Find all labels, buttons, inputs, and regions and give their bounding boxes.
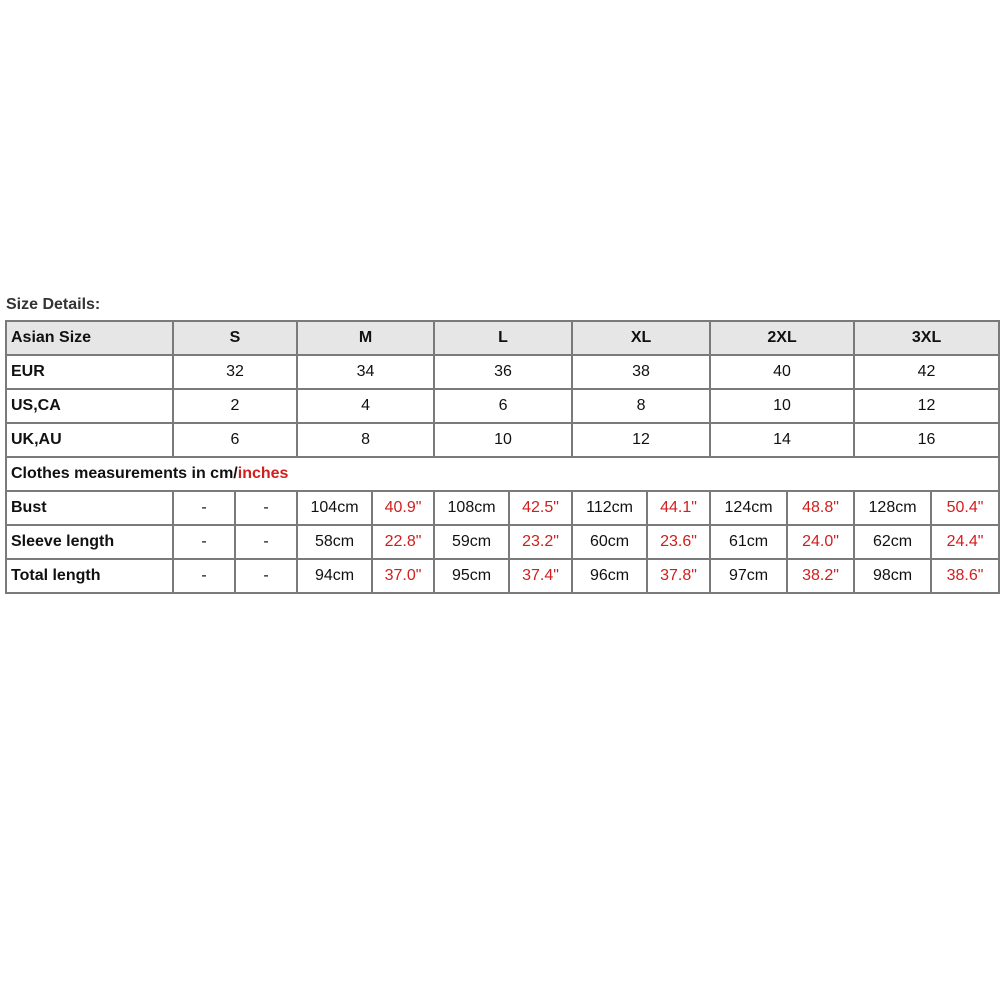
table-cell: 12 [854, 389, 999, 423]
table-cell: 8 [572, 389, 710, 423]
header-row [6, 321, 999, 355]
table-cell: - [173, 491, 235, 525]
table-cell: 38 [572, 355, 710, 389]
table-cell: 16 [854, 423, 999, 457]
table-cell: 12 [572, 423, 710, 457]
inch-cell: 24.4" [931, 525, 999, 559]
table-cell: 10 [434, 423, 572, 457]
section-heading [6, 457, 999, 491]
row-label: Sleeve length [6, 525, 173, 559]
size-header: 3XL [854, 321, 999, 355]
table-row [6, 389, 999, 423]
table-cell: 32 [173, 355, 297, 389]
inch-cell: 24.0" [787, 525, 854, 559]
size-header: XL [572, 321, 710, 355]
table-row [6, 491, 999, 525]
cm-cell: 59cm [434, 525, 509, 559]
table-row [6, 355, 999, 389]
inch-cell: 50.4" [931, 491, 999, 525]
table-cell: - [173, 525, 235, 559]
section-heading-text: Clothes measurements in cm/ [11, 465, 238, 482]
size-header: L [434, 321, 572, 355]
row-label: Bust [6, 491, 173, 525]
cm-cell: 97cm [710, 559, 787, 593]
table-cell: 14 [710, 423, 854, 457]
inch-cell: 38.6" [931, 559, 999, 593]
inch-cell: 22.8" [372, 525, 434, 559]
row-label: US,CA [6, 389, 173, 423]
cm-cell: 61cm [710, 525, 787, 559]
cm-cell: 124cm [710, 491, 787, 525]
table-cell: 6 [173, 423, 297, 457]
table-cell: 2 [173, 389, 297, 423]
inch-cell: 37.0" [372, 559, 434, 593]
size-header: S [173, 321, 297, 355]
cm-cell: 112cm [572, 491, 647, 525]
cm-cell: 94cm [297, 559, 372, 593]
inch-cell: 37.8" [647, 559, 710, 593]
table-cell: 42 [854, 355, 999, 389]
inch-cell: 37.4" [509, 559, 572, 593]
table-row [6, 525, 999, 559]
table-row [6, 423, 999, 457]
inch-cell: 40.9" [372, 491, 434, 525]
section-row [6, 457, 999, 491]
cm-cell: 58cm [297, 525, 372, 559]
size-header: 2XL [710, 321, 854, 355]
table-cell: - [235, 491, 297, 525]
row-label: EUR [6, 355, 173, 389]
cm-cell: 95cm [434, 559, 509, 593]
inch-cell: 23.6" [647, 525, 710, 559]
table-cell: 10 [710, 389, 854, 423]
table-cell: 36 [434, 355, 572, 389]
cm-cell: 108cm [434, 491, 509, 525]
inch-cell: 38.2" [787, 559, 854, 593]
inch-cell: 23.2" [509, 525, 572, 559]
size-header: M [297, 321, 434, 355]
row-label: UK,AU [6, 423, 173, 457]
inch-cell: 42.5" [509, 491, 572, 525]
inch-cell: 44.1" [647, 491, 710, 525]
row-label: Total length [6, 559, 173, 593]
table-cell: - [235, 525, 297, 559]
table-cell: - [235, 559, 297, 593]
size-chart-table [5, 320, 1000, 594]
cm-cell: 62cm [854, 525, 931, 559]
table-cell: - [173, 559, 235, 593]
table-cell: 6 [434, 389, 572, 423]
cm-cell: 60cm [572, 525, 647, 559]
table-cell: 8 [297, 423, 434, 457]
table-cell: 34 [297, 355, 434, 389]
table-row [6, 559, 999, 593]
inch-cell: 48.8" [787, 491, 854, 525]
cm-cell: 96cm [572, 559, 647, 593]
header-corner: Asian Size [6, 321, 173, 355]
cm-cell: 128cm [854, 491, 931, 525]
section-heading-highlight: inches [237, 465, 289, 482]
table-cell: 4 [297, 389, 434, 423]
cm-cell: 98cm [854, 559, 931, 593]
table-cell: 40 [710, 355, 854, 389]
cm-cell: 104cm [297, 491, 372, 525]
table-caption: Size Details: [6, 296, 101, 313]
